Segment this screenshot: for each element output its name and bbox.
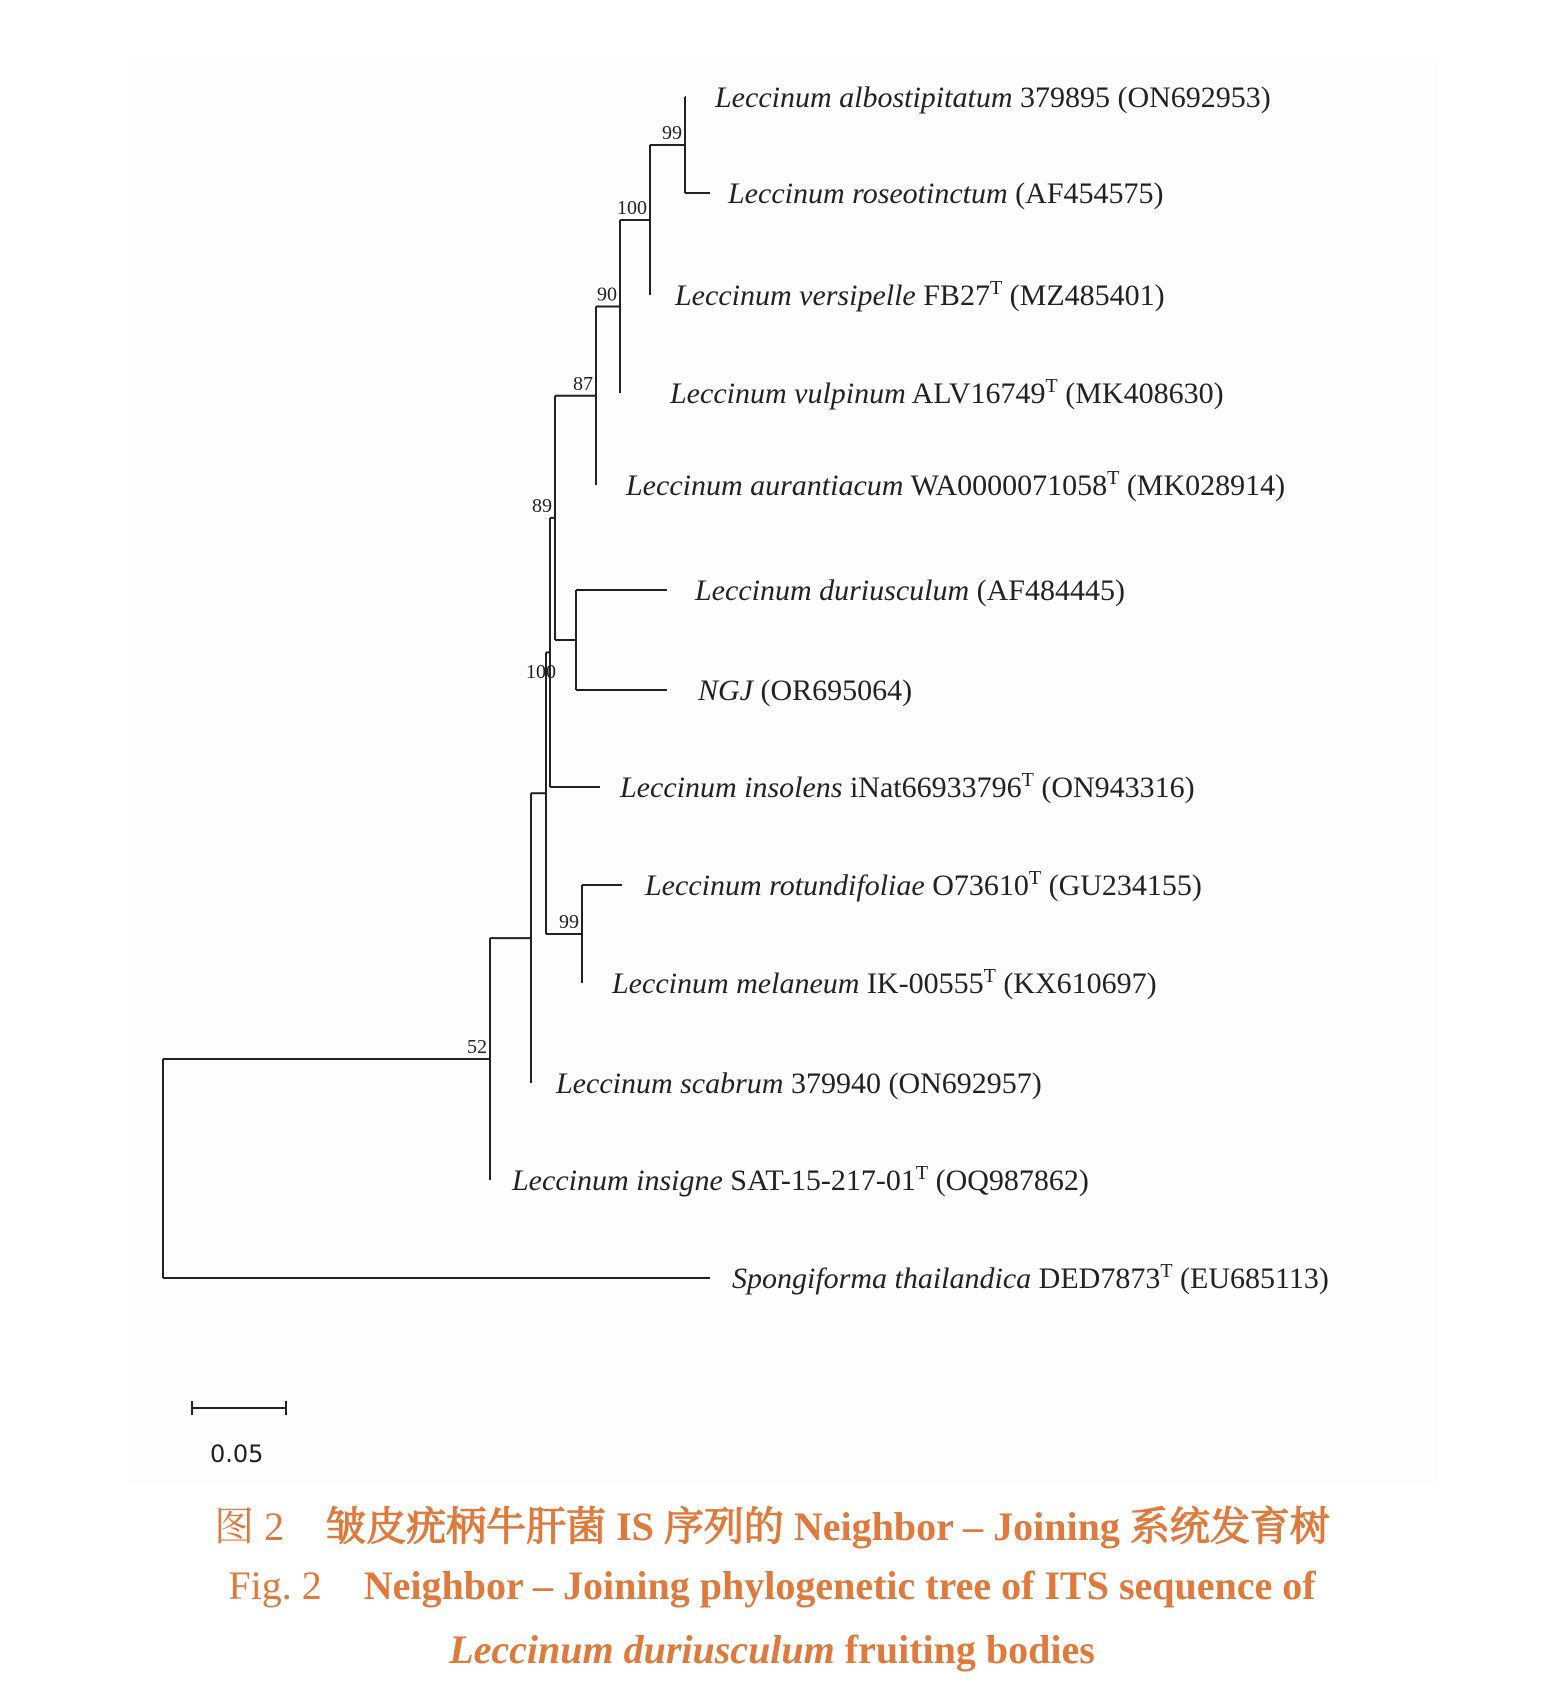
type-strain-mark: T <box>1160 1260 1173 1282</box>
leaf-label-L7 <box>697 674 912 707</box>
leaf-strain-accession: 379940 (ON692957) <box>790 1067 1042 1100</box>
leaf-label-L12 <box>511 1162 1089 1197</box>
leaf-taxon-name: Leccinum rotundifoliae <box>645 869 925 902</box>
leaf-accession: (ON943316) <box>1041 771 1195 804</box>
scale-bar-label: 0.05 <box>210 1440 264 1468</box>
leaf-strain-accession: (AF454575) <box>1015 177 1164 210</box>
leaf-strain-accession: IK-00555 <box>866 967 984 1000</box>
bootstrap-value-N8: 99 <box>559 911 579 933</box>
bootstrap-value-N2: 100 <box>617 197 647 219</box>
leaf-taxon-name: Leccinum melaneum <box>612 967 860 1000</box>
caption-en-species: Leccinum duriusculum <box>449 1627 835 1672</box>
leaf-label-L4 <box>669 375 1224 410</box>
leaf-accession: (OQ987862) <box>935 1164 1089 1197</box>
caption-english-line1 <box>0 1562 1544 1609</box>
leaf-taxon-name: Leccinum scabrum <box>556 1067 784 1100</box>
leaf-label-L13 <box>732 1260 1329 1295</box>
leaf-label-L8 <box>619 769 1195 804</box>
leaf-strain-accession: WA0000071058 <box>910 469 1108 502</box>
type-strain-mark: T <box>989 277 1003 299</box>
leaf-strain-accession: O73610 <box>932 869 1029 902</box>
leaf-strain-accession: DED7873 <box>1038 1262 1161 1295</box>
type-strain-mark: T <box>1107 467 1120 489</box>
leaf-strain-accession: 379895 (ON692953) <box>1019 81 1271 114</box>
leaf-taxon-name: Leccinum albostipitatum <box>715 81 1013 114</box>
leaf-label-L1 <box>714 81 1271 114</box>
leaf-taxon-name: Spongiforma thailandica <box>732 1262 1032 1295</box>
leaf-strain-accession: (AF484445) <box>976 574 1125 607</box>
bootstrap-value-N11: 52 <box>467 1036 487 1059</box>
leaf-accession: (KX610697) <box>1003 967 1157 1000</box>
caption-en-label: Fig. 2 <box>228 1563 322 1608</box>
leaf-taxon-name: Leccinum insolens <box>620 771 843 804</box>
leaf-taxon-name: Leccinum vulpinum <box>670 377 906 410</box>
leaf-accession: (MZ485401) <box>1009 279 1165 312</box>
type-strain-mark: T <box>1045 375 1058 397</box>
leaf-strain-accession: ALV16749 <box>911 377 1046 410</box>
leaf-taxon-name: Leccinum versipelle <box>675 279 916 312</box>
leaf-taxon-name: Leccinum insigne <box>512 1164 723 1197</box>
leaf-strain-accession: SAT-15-217-01 <box>730 1164 916 1197</box>
bootstrap-value-N1: 99 <box>662 122 682 144</box>
leaf-label-L2 <box>727 177 1164 210</box>
scale-bar <box>192 1401 286 1468</box>
caption-en-text2: fruiting bodies <box>844 1627 1095 1672</box>
leaf-label-L10 <box>611 965 1157 1000</box>
caption-cn-text: 皱皮疣柄牛肝菌 IS 序列的 Neighbor – Joining 系统发育树 <box>326 1504 1330 1549</box>
leaf-accession: (MK408630) <box>1065 377 1224 410</box>
type-strain-mark: T <box>1021 769 1034 791</box>
bootstrap-value-N6: 89 <box>532 494 552 517</box>
leaf-taxon-name: Leccinum duriusculum <box>695 574 970 607</box>
leaf-accession: (MK028914) <box>1126 469 1286 502</box>
caption-chinese <box>0 1495 1544 1552</box>
leaf-label-L6 <box>694 574 1125 607</box>
type-strain-mark: T <box>915 1162 929 1184</box>
leaf-strain-accession: iNat66933796 <box>849 771 1022 804</box>
leaf-label-L9 <box>644 867 1202 902</box>
leaf-taxon-name: Leccinum aurantiacum <box>626 469 904 502</box>
bootstrap-value-N4: 87 <box>573 372 593 395</box>
leaf-strain-accession: FB27 <box>923 279 990 312</box>
caption-cn-label: 图 2 <box>214 1504 285 1549</box>
bootstrap-value-N5: 100 <box>526 661 556 683</box>
leaf-accession: (GU234155) <box>1048 869 1202 902</box>
leaf-label-L11 <box>555 1067 1042 1100</box>
leaf-taxon-name: NGJ <box>698 674 753 707</box>
leaf-taxon-name: Leccinum roseotinctum <box>728 177 1008 210</box>
leaf-strain-accession: (OR695064) <box>760 674 913 707</box>
type-strain-mark: T <box>983 965 996 987</box>
bootstrap-value-N3: 90 <box>597 283 617 306</box>
type-strain-mark: T <box>1028 867 1042 889</box>
leaf-label-L3 <box>674 277 1165 312</box>
caption-english-line2 <box>0 1626 1544 1673</box>
caption-en-text: Neighbor – Joining phylogenetic tree of ITS sequence of <box>363 1563 1316 1608</box>
leaf-label-L5 <box>625 467 1285 502</box>
leaf-accession: (EU685113) <box>1180 1262 1329 1295</box>
